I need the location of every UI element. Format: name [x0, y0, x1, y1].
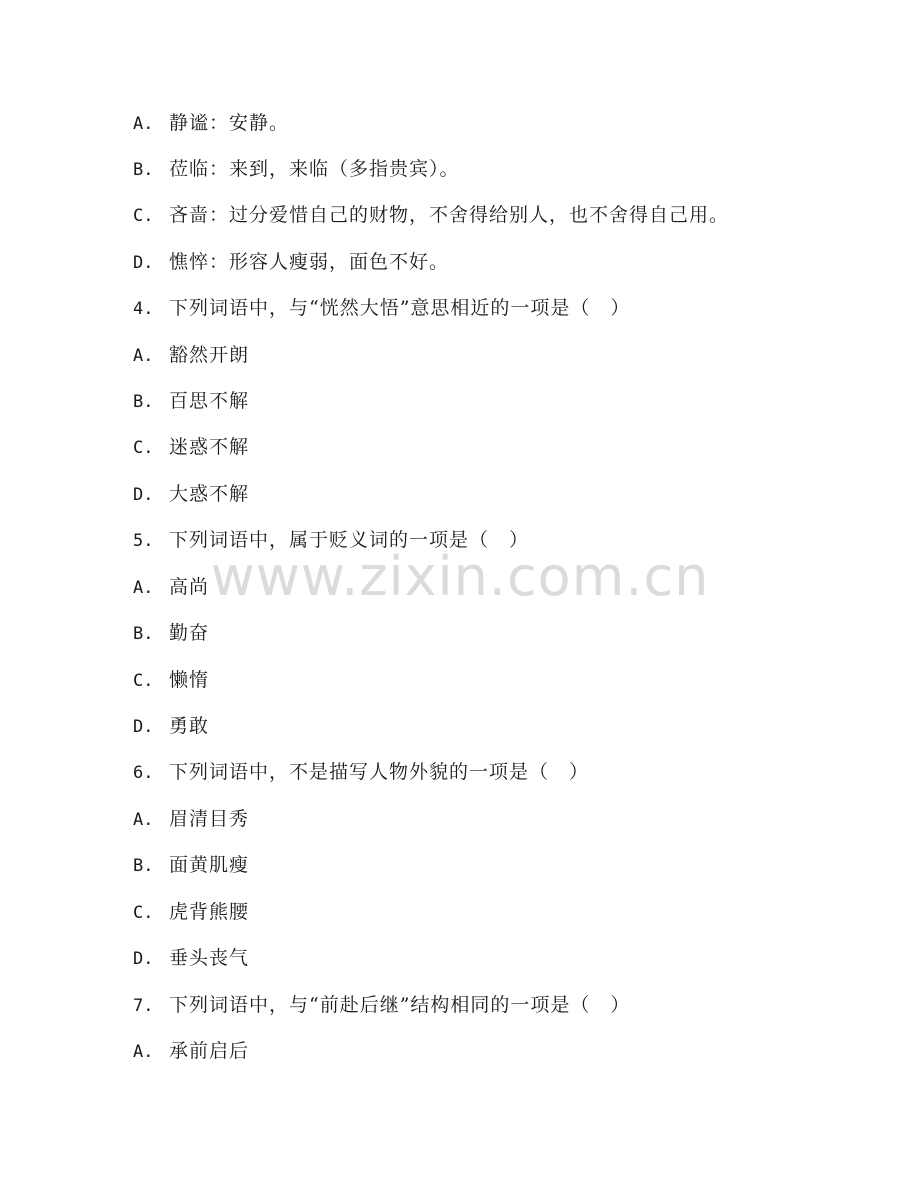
option-line: [133, 386, 249, 416]
question-line: [133, 293, 630, 323]
option-line: [133, 1036, 249, 1066]
question-text: 下列词语中，与“恍然大悟”意思相近的一项是（ ）: [169, 297, 631, 319]
option-text: 勇敢: [169, 715, 210, 737]
option-line: [133, 804, 249, 834]
option-text: 莅临：来到，来临（多指贵宾）。: [169, 158, 460, 180]
option-marker: C.: [133, 903, 154, 923]
option-text: 面黄肌瘦: [169, 854, 250, 876]
option-marker: C.: [133, 671, 154, 691]
option-text: 虎背熊腰: [169, 901, 250, 923]
option-line: [133, 479, 249, 509]
option-marker: D.: [133, 949, 154, 969]
option-marker: B.: [133, 392, 154, 412]
option-marker: A.: [133, 1042, 154, 1062]
option-text: 垂头丧气: [169, 947, 250, 969]
watermark: www.zixin.com.cn: [210, 545, 710, 608]
option-marker: A.: [133, 578, 154, 598]
option-text: 吝啬：过分爱惜自己的财物，不舍得给别人，也不舍得自己用。: [169, 204, 730, 226]
option-marker: B.: [133, 160, 154, 180]
option-marker: D.: [133, 485, 154, 505]
option-marker: D.: [133, 253, 154, 273]
option-text: 勤奋: [169, 622, 210, 644]
option-marker: A.: [133, 114, 154, 134]
option-text: 眉清目秀: [169, 808, 250, 830]
option-line: [133, 432, 249, 462]
option-text: 百思不解: [169, 390, 250, 412]
option-line: [133, 200, 729, 230]
option-line: [133, 108, 289, 138]
question-line: [133, 990, 630, 1020]
question-number: 7.: [133, 996, 154, 1016]
option-text: 憔悴：形容人瘦弱，面色不好。: [169, 251, 450, 273]
question-text: 下列词语中，属于贬义词的一项是（ ）: [169, 529, 530, 551]
option-text: 静谧：安静。: [169, 112, 290, 134]
option-text: 高尚: [169, 576, 210, 598]
option-line: [133, 618, 209, 648]
option-marker: B.: [133, 856, 154, 876]
question-line: [133, 525, 529, 555]
question-number: 5.: [133, 531, 154, 551]
option-line: [133, 943, 249, 973]
option-line: [133, 711, 209, 741]
option-marker: B.: [133, 624, 154, 644]
option-marker: D.: [133, 717, 154, 737]
option-text: 大惑不解: [169, 483, 250, 505]
option-marker: C.: [133, 438, 154, 458]
option-line: [133, 897, 249, 927]
option-line: [133, 247, 449, 277]
question-text: 下列词语中，不是描写人物外貌的一项是（ ）: [169, 761, 590, 783]
option-text: 承前启后: [169, 1040, 250, 1062]
option-marker: C.: [133, 206, 154, 226]
option-line: [133, 154, 460, 184]
question-number: 6.: [133, 763, 154, 783]
option-line: [133, 665, 209, 695]
question-text: 下列词语中，与“前赴后继”结构相同的一项是（ ）: [169, 994, 631, 1016]
option-line: [133, 340, 249, 370]
question-number: 4.: [133, 299, 154, 319]
option-line: [133, 572, 209, 602]
option-marker: A.: [133, 810, 154, 830]
option-text: 懒惰: [169, 669, 210, 691]
question-line: [133, 757, 589, 787]
option-line: [133, 850, 249, 880]
option-text: 豁然开朗: [169, 344, 250, 366]
option-text: 迷惑不解: [169, 436, 250, 458]
option-marker: A.: [133, 346, 154, 366]
